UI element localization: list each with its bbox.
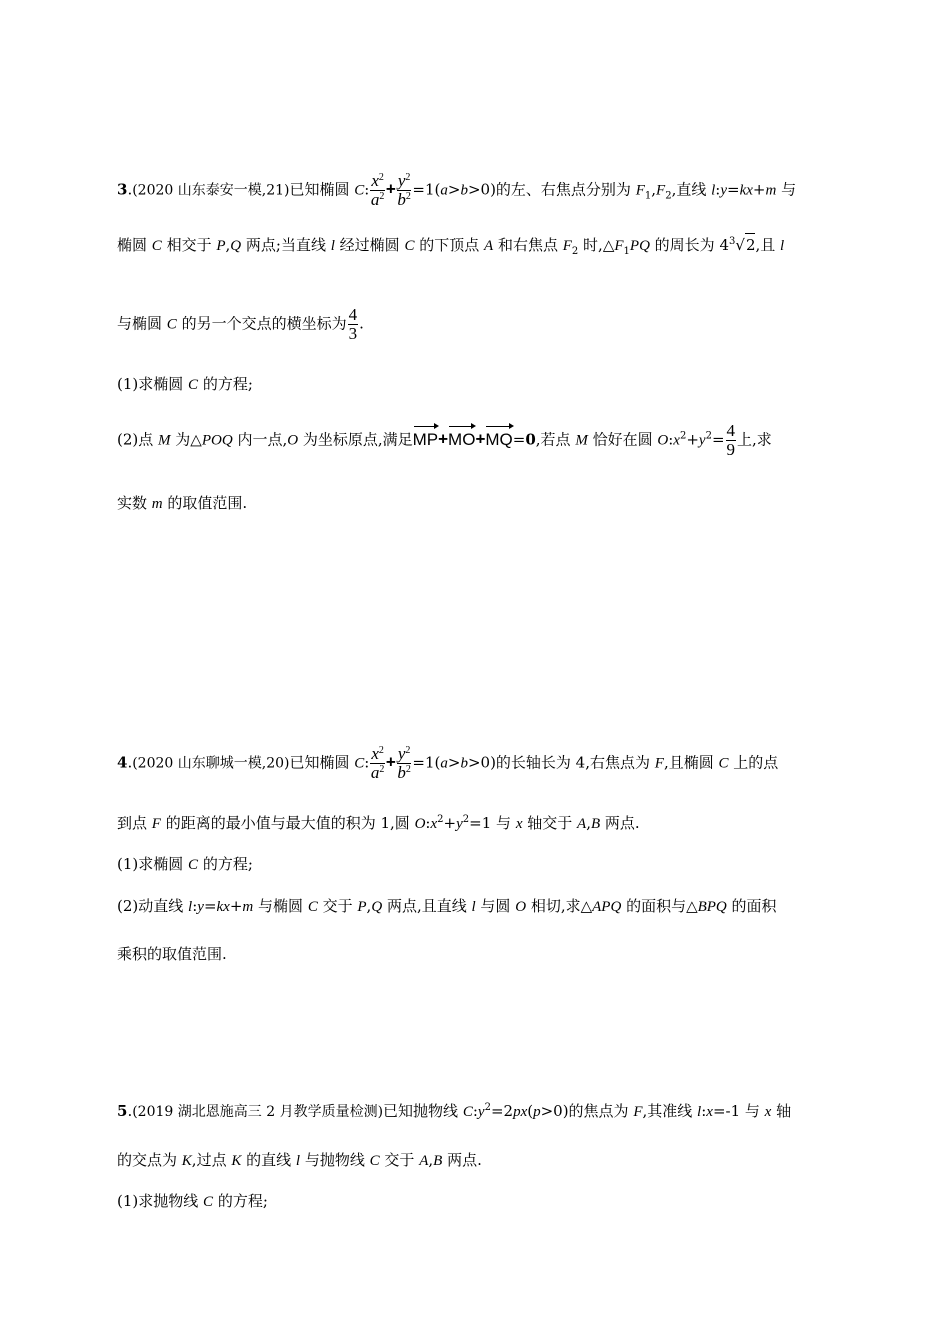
q4-part-2-cont: 乘积的取值范围. xyxy=(117,945,227,963)
q4-frac-x: $\frac{x^2}{a^2}$ xyxy=(370,744,385,782)
q5-line-2: 的交点为 K,过点 K 的直线 l 与抛物线 C 交于 A,B 两点. xyxy=(117,1151,482,1169)
q3-part-2-cont: 实数 m 的取值范围. xyxy=(117,494,248,512)
q4-line-2: 到点 F 的距离的最小值与最大值的积为 1,圆 $O:x^2+y^2=1$ 与 x 轴交于 A,B 两点. xyxy=(117,814,640,832)
q5-number: 5 xyxy=(117,1102,128,1120)
q4-source: (2020 山东聊城一模,20) xyxy=(132,755,290,772)
q5-part-1: (1)求抛物线 C 的方程; xyxy=(117,1192,268,1210)
q5-line-1: 5.(2019 湖北恩施高三 2 月教学质量检测)已知抛物线 $C:y^2=2px(p>0)$的焦点为 F,其准线 l:x=-1 与 x 轴 xyxy=(117,1102,792,1120)
q3-line-3: 与椭圆 C 的另一个交点的横坐标为 $\frac{4}{3}$ . xyxy=(117,305,364,343)
q3-frac-4-3: $\frac{4}{3}$ xyxy=(348,305,358,343)
q3-line-1: 3.(2020 山东泰安一模,21)已知椭圆 C: $\frac{x^2}{a^2}$ + $\frac{y^2}{b^2}$ =1(a>b>0)的左、右焦点分别为 $F_1,F_2$,直线 l:y=kx+m 与 xyxy=(117,171,797,209)
vector-mo: MO xyxy=(448,423,475,451)
q3-line-2: 椭圆 C 相交于 P,Q 两点;当直线 l 经过椭圆 C 的下顶点 A 和右焦点 $F_2$ 时$,\triangle F_1PQ$ 的周长为 $4^3√2$,且 l xyxy=(117,233,784,257)
q3-frac-4-9: $\frac{4}{9}$ xyxy=(726,421,736,459)
q3-part-2: (2)点 M 为△POQ 内一点,O 为坐标原点,满足MP+MO+MQ=0,若点 M 恰好在圆 $O:x^2+y^2=$ $\frac{4}{9}$ 上,求 xyxy=(117,421,772,459)
q3-number: 3 xyxy=(117,180,128,199)
q4-frac-y: $\frac{y^2}{b^2}$ xyxy=(397,744,411,782)
vector-mp: MP xyxy=(413,423,439,451)
q3-source: (2020 山东泰安一模,21) xyxy=(132,182,290,199)
q4-part-1: (1)求椭圆 C 的方程; xyxy=(117,855,253,873)
vector-mq: MQ xyxy=(485,423,512,451)
q3-part-1: (1)求椭圆 C 的方程; xyxy=(117,375,253,393)
q3-frac-x: $\frac{x^2}{a^2}$ xyxy=(370,171,385,209)
q3-frac-y: $\frac{y^2}{b^2}$ xyxy=(397,171,411,209)
q4-number: 4 xyxy=(117,753,128,772)
q5-source: (2019 湖北恩施高三 2 月教学质量检测) xyxy=(132,1104,384,1120)
q4-line-1: 4.(2020 山东聊城一模,20)已知椭圆 C: $\frac{x^2}{a^2}$ + $\frac{y^2}{b^2}$ =1(a>b>0)的长轴长为 4,右焦点为 F,且椭圆 C 上的点 xyxy=(117,744,779,782)
q4-part-2: (2)动直线 l:y=kx+m 与椭圆 C 交于 P,Q 两点,且直线 l 与圆 O 相切,求△APQ 的面积与△BPQ 的面积 xyxy=(117,897,777,915)
